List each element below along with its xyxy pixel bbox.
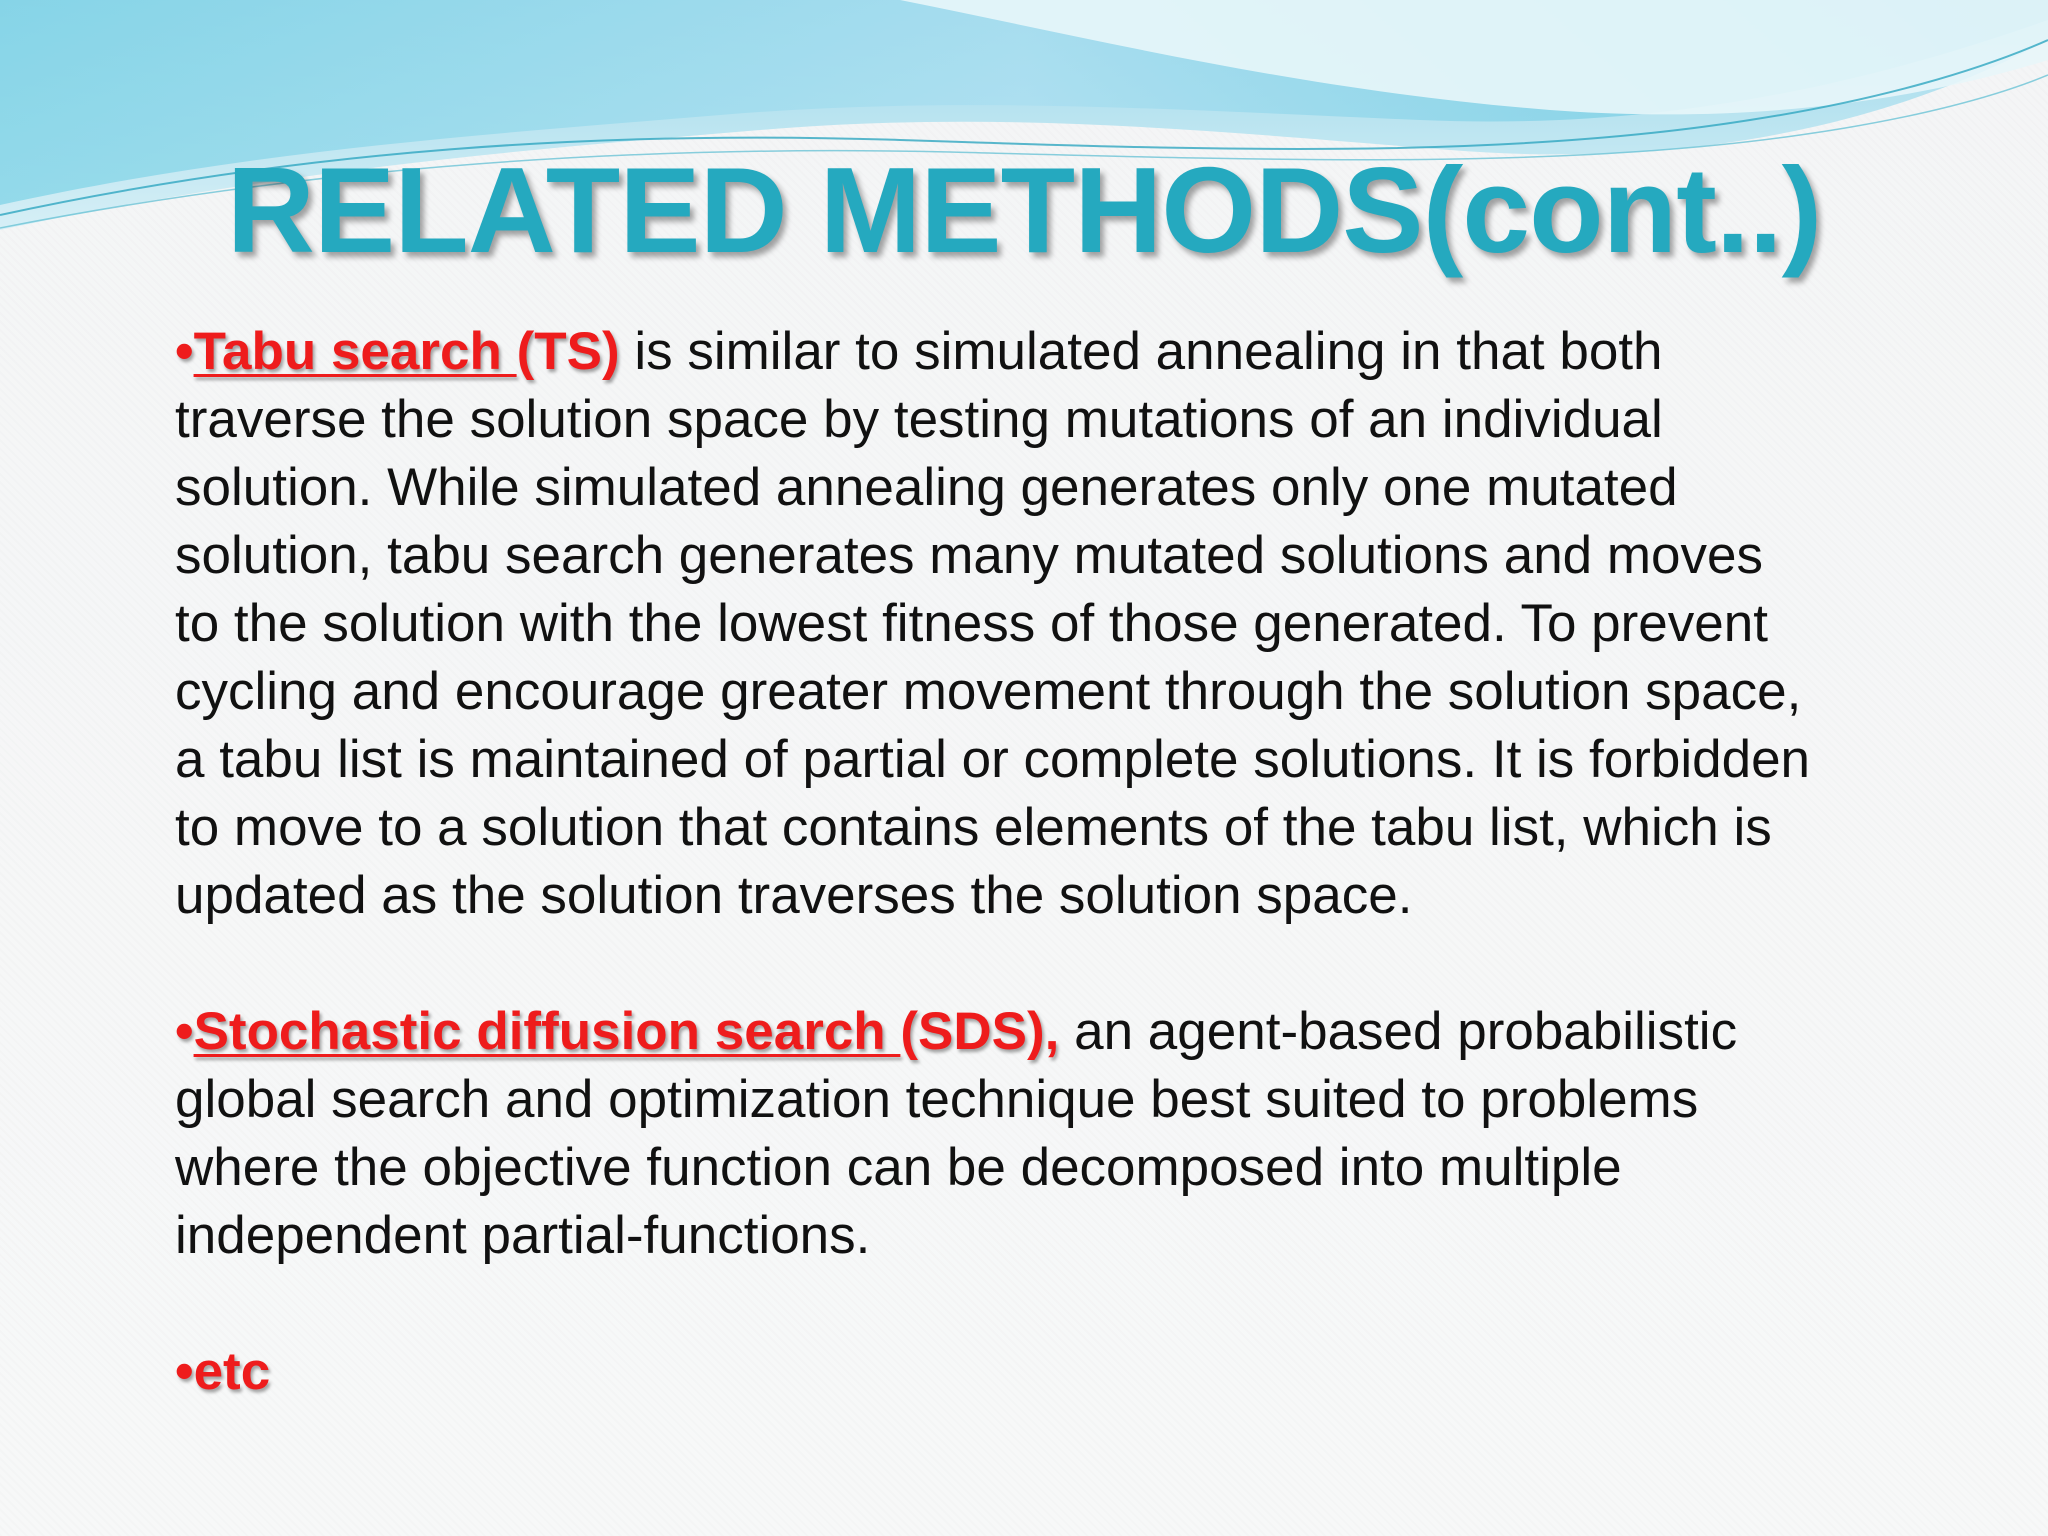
spacer xyxy=(175,930,1815,998)
slide-body xyxy=(175,318,1815,1406)
spacer xyxy=(175,1270,1815,1338)
term-stochastic-diffusion-search: Stochastic diffusion search xyxy=(193,1002,901,1061)
list-item-etc xyxy=(175,1338,1815,1406)
bullet-marker: • xyxy=(175,1342,194,1401)
bullet-marker: • xyxy=(175,322,194,381)
item-description: is similar to simulated annealing in that both traverse the solution space by testing mutations of an individual solution. While simulated annealing generates only one mutated solution, tabu search generates many mutated solutions and moves to the solution with the lowest fitness of those generated. To prevent cycling and encourage greater movement through the solution space, a tabu list is maintained of partial or complete solutions. It is forbidden to move to a solution that contains elements of the tabu list, which is updated as the solution traverses the solution space. xyxy=(175,322,1811,925)
slide-title: RELATED METHODS(cont..) xyxy=(226,142,1822,278)
term-abbreviation: (SDS), xyxy=(900,1002,1060,1061)
bullet-marker: • xyxy=(175,1002,194,1061)
term-tabu-search: Tabu search xyxy=(193,322,517,381)
item-description: an agent-based probabilistic global search and optimization technique best suited to problems where the objective function can be decomposed into multiple independent partial-functions. xyxy=(175,1002,1738,1265)
term-etc: etc xyxy=(193,1342,271,1401)
list-item-tabu-search xyxy=(175,318,1815,930)
list-item-stochastic-diffusion-search xyxy=(175,998,1815,1270)
term-abbreviation: (TS) xyxy=(516,322,620,381)
